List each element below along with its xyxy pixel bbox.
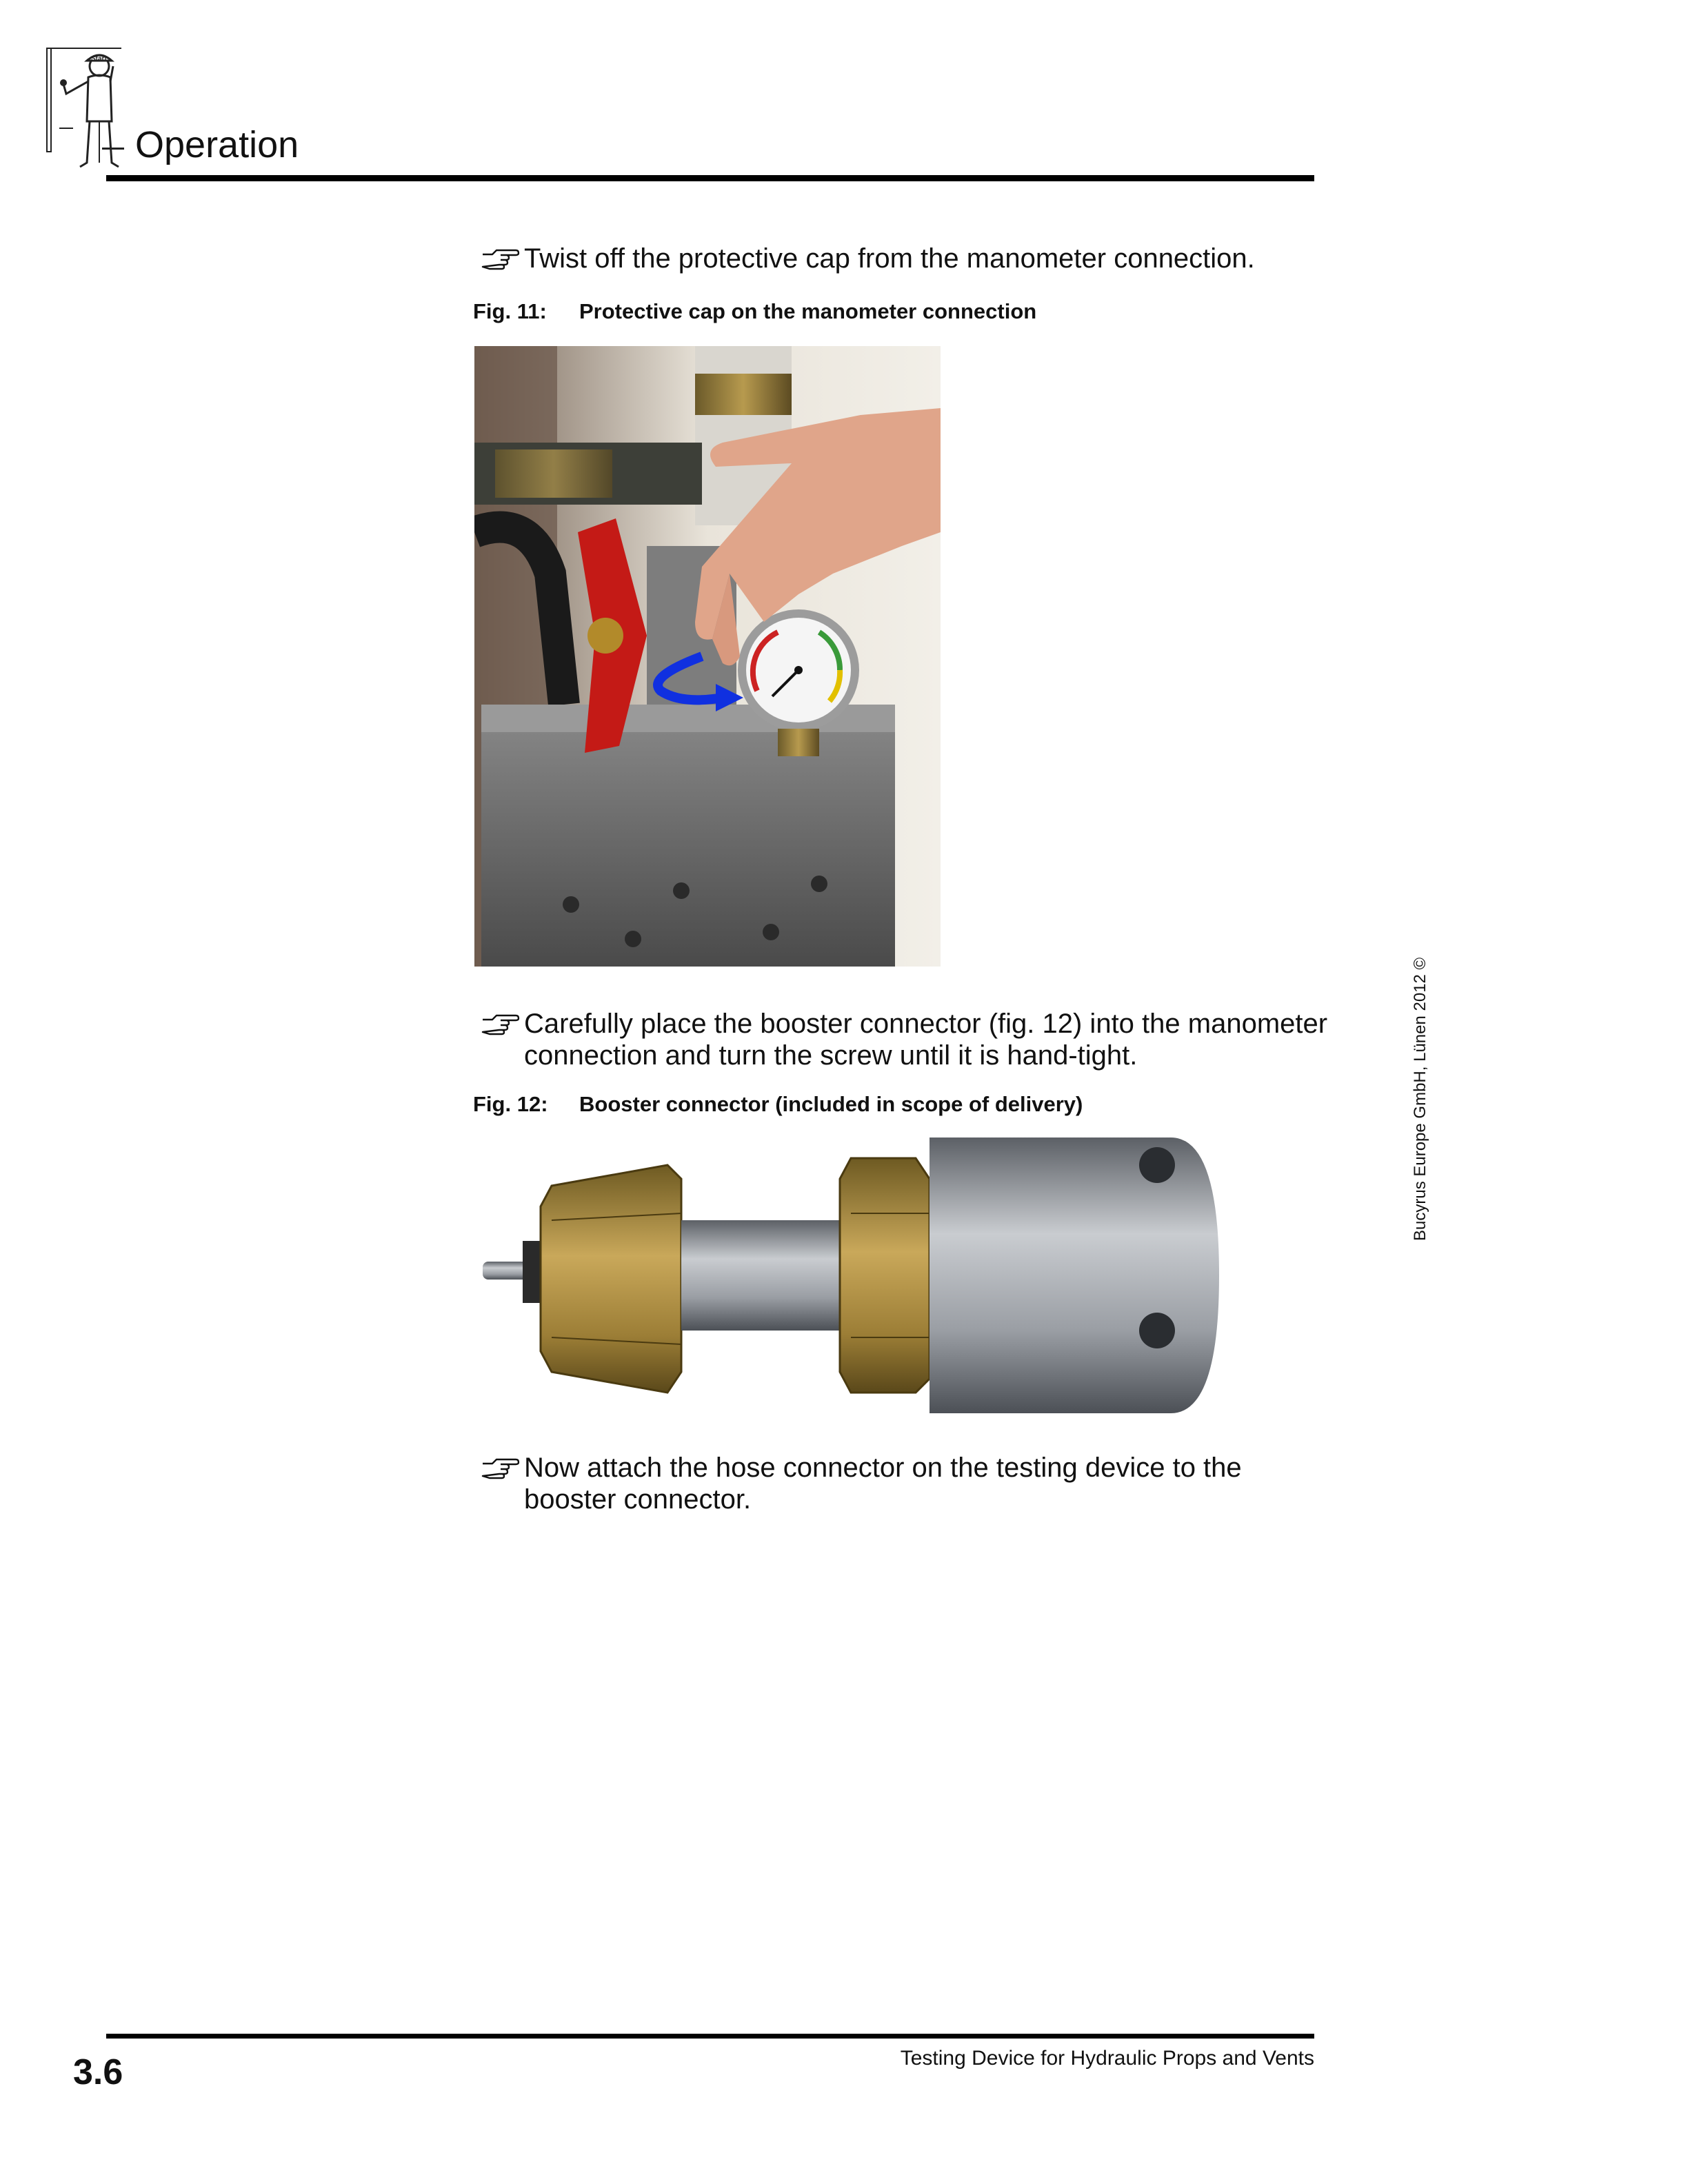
copyright-notice: Bucyrus Europe GmbH, Lünen 2012 © [1411, 957, 1429, 1241]
header-rule [106, 175, 1314, 181]
instruction-step [480, 1452, 1335, 1515]
booster-connector-photo [474, 1138, 1219, 1413]
footer-rule [106, 2034, 1314, 2039]
page-number: 3.6 [73, 2052, 123, 2092]
step-text: Twist off the protective cap from the manometer connection. [524, 243, 1255, 274]
document-title: Testing Device for Hydraulic Props and Vents [900, 2047, 1314, 2070]
pointing-hand-icon [480, 1454, 521, 1482]
instruction-step [480, 1008, 1335, 1071]
figure-caption-text: Booster connector (included in scope of delivery) [579, 1092, 1083, 1116]
svg-text:Start: Start [91, 55, 107, 63]
pointing-hand-icon [480, 1010, 521, 1038]
header-dash [102, 148, 124, 150]
figure-caption [473, 1092, 1083, 1117]
step-text: Now attach the hose connector on the testing device to the booster connector. [524, 1453, 1242, 1515]
figure-caption [473, 299, 1036, 324]
section-title: Operation [135, 124, 299, 165]
figure-number: Fig. 11: [473, 299, 547, 323]
manometer-photo [474, 346, 941, 967]
worker-start-logo-icon [46, 46, 127, 174]
instruction-step [480, 243, 1335, 274]
step-text: Carefully place the booster connector (fig. 12) into the manometer connection and turn the screw until it is hand-tight. [524, 1009, 1328, 1071]
figure-number: Fig. 12: [473, 1092, 548, 1116]
figure-caption-text: Protective cap on the manometer connection [579, 299, 1037, 323]
pointing-hand-icon [480, 245, 521, 272]
